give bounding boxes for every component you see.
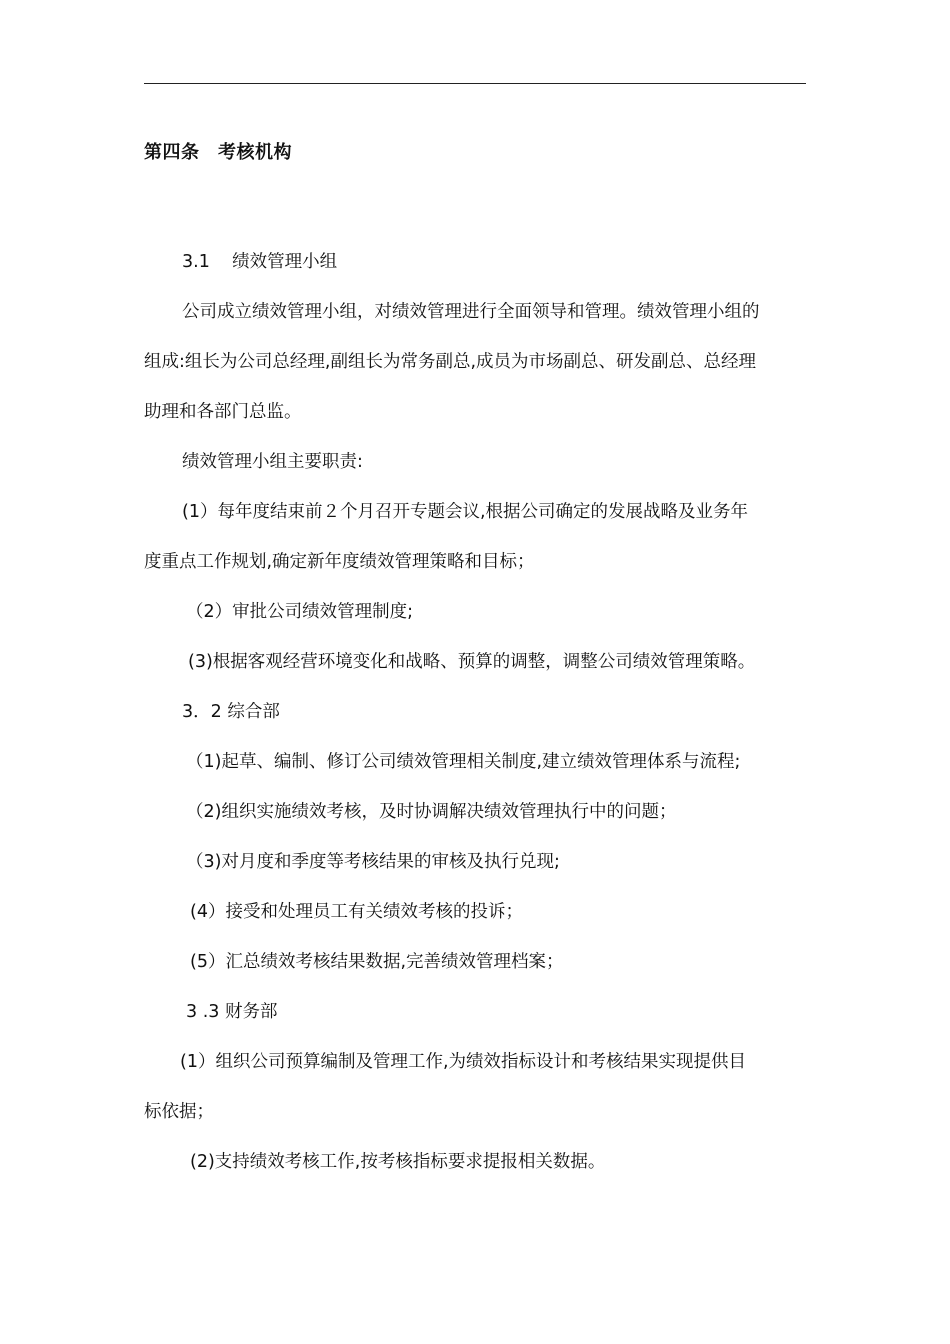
- list-item: （2)组织实施绩效考核，及时协调解决绩效管理执行中的问题；: [186, 802, 677, 822]
- list-item-continuation: 标依据；: [144, 1102, 214, 1122]
- article-heading: 第四条 考核机构: [144, 142, 292, 163]
- list-item: (4）接受和处理员工有关绩效考核的投诉；: [190, 902, 523, 922]
- list-item: (2)支持绩效考核工作,按考核指标要求提报相关数据。: [190, 1152, 606, 1172]
- paragraph-line: 公司成立绩效管理小组，对绩效管理进行全面领导和管理。绩效管理小组的: [182, 302, 760, 322]
- section-title-3-2: 3．2 综合部: [182, 702, 280, 722]
- section-title-3-1: 3.1 绩效管理小组: [182, 252, 338, 272]
- paragraph-line: 助理和各部门总监。: [144, 402, 302, 422]
- paragraph-line: 组成:组长为公司总经理,副组长为常务副总,成员为市场副总、研发副总、总经理: [144, 352, 757, 372]
- list-item: （3)对月度和季度等考核结果的审核及执行兑现;: [186, 852, 560, 872]
- list-item: (1）每年度结束前２个月召开专题会议,根据公司确定的发展战略及业务年: [182, 502, 749, 522]
- section-title-3-3: 3 .3 财务部: [186, 1002, 278, 1022]
- list-item: (1）组织公司预算编制及管理工作,为绩效指标设计和考核结果实现提供目: [180, 1052, 747, 1072]
- list-item-continuation: 度重点工作规划,确定新年度绩效管理策略和目标；: [144, 552, 535, 572]
- paragraph-line: 绩效管理小组主要职责:: [182, 452, 363, 472]
- list-item: (3)根据客观经营环境变化和战略、预算的调整，调整公司绩效管理策略。: [188, 652, 756, 672]
- list-item: （2）审批公司绩效管理制度;: [186, 602, 414, 622]
- list-item: (5）汇总绩效考核结果数据,完善绩效管理档案；: [190, 952, 564, 972]
- header-rule: [144, 83, 806, 84]
- list-item: （1)起草、编制、修订公司绩效管理相关制度,建立绩效管理体系与流程;: [186, 752, 741, 772]
